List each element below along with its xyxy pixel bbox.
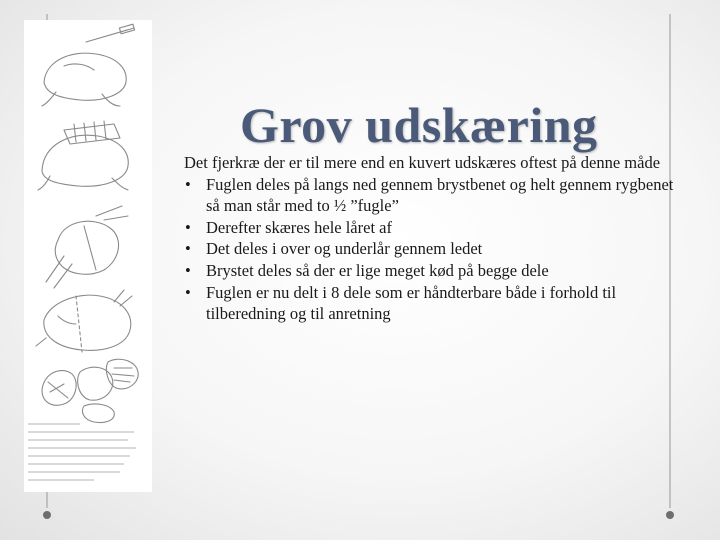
slide-body xyxy=(184,152,684,325)
slide-title: Grov udskæring xyxy=(240,96,598,153)
bullet-item: • Det deles i over og underlår gennem ledet xyxy=(184,238,684,260)
carving-step-3 xyxy=(46,206,128,288)
carving-step-5 xyxy=(42,359,138,422)
bullet-item: • Fuglen deles på langs ned gennem brystbenet og helt gennem rygbenet så man står med to ½ ”fugle” xyxy=(184,174,684,217)
bullet-item: • Derefter skæres hele låret af xyxy=(184,217,684,239)
bullet-item: • Fuglen er nu delt i 8 dele som er håndterbare både i forhold til tilberedning og til anretning xyxy=(184,282,684,325)
bullet-list xyxy=(184,174,684,325)
carving-step-1 xyxy=(42,24,135,106)
bullet-item: • Brystet deles så der er lige meget kød på begge dele xyxy=(184,260,684,282)
carving-step-2 xyxy=(38,121,128,190)
poultry-carving-illustration xyxy=(24,20,152,492)
intro-text: Det fjerkræ der er til mere end en kuvert udskæres oftest på denne måde xyxy=(184,153,661,172)
frame-pin-left xyxy=(43,511,51,519)
carving-step-4 xyxy=(36,290,132,352)
frame-pin-right xyxy=(666,511,674,519)
illustration-caption xyxy=(28,424,136,480)
carving-illustration xyxy=(24,20,152,492)
